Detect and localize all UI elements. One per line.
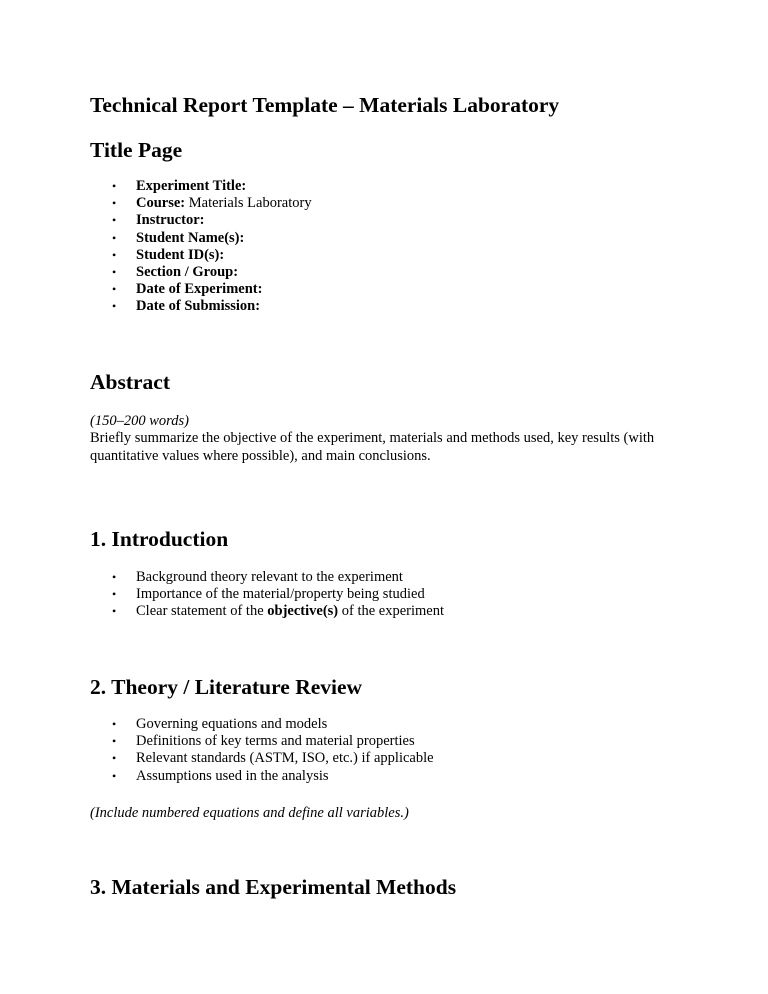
list-item [90,768,434,785]
introduction-heading: 1. Introduction [90,527,229,551]
bullet-icon: • [112,282,117,297]
list-item [90,264,312,281]
field-label: Student Name(s): [136,229,245,246]
objective-emphasis: objective(s) [267,603,339,620]
list-item-text: Importance of the material/property being studied [136,586,425,603]
list-item-text: Governing equations and models [136,716,328,732]
bullet-icon: • [112,230,117,245]
list-item [90,586,444,603]
list-item [90,569,444,586]
list-item [90,603,444,620]
bullet-icon: • [112,604,117,619]
introduction-list [90,569,444,621]
bullet-icon: • [112,768,117,783]
list-item-text: Relevant standards (ASTM, ISO, etc.) if applicable [136,750,434,767]
list-item [90,195,312,212]
theory-equations-note: (Include numbered equations and define all variables.) [90,805,409,821]
methods-heading: 3. Materials and Experimental Methods [90,875,457,899]
bullet-icon: • [112,179,117,193]
document-title: Technical Report Template – Materials Laboratory [90,93,560,117]
bullet-icon: • [112,213,117,228]
field-label: Experiment Title: [136,178,247,194]
list-item [90,230,312,247]
bullet-icon: • [112,751,117,766]
theory-list [90,716,434,785]
list-item [90,298,312,315]
abstract-heading: Abstract [90,370,171,394]
field-value: Materials Laboratory [185,195,312,212]
bullet-icon: • [112,570,117,584]
list-item-text: Definitions of key terms and material properties [136,733,415,750]
bullet-icon: • [112,717,117,731]
bullet-icon: • [112,734,117,749]
list-item [90,716,434,733]
list-item [90,178,312,195]
list-item [90,247,312,264]
theory-heading: 2. Theory / Literature Review [90,675,363,699]
field-label: Section / Group: [136,264,239,281]
field-label: Course: [136,195,186,212]
abstract-text: Briefly summarize the objective of the experiment, materials and methods used, key results (with quantitative values where possible), and main conclusions. [90,430,655,464]
bullet-icon: • [112,196,117,211]
bullet-icon: • [112,587,117,602]
list-item [90,733,434,750]
field-label: Instructor: [136,212,205,229]
list-item-text: Background theory relevant to the experiment [136,569,403,585]
field-label: Student ID(s): [136,246,225,263]
list-item [90,750,434,767]
list-item [90,212,312,229]
list-item-text: Assumptions used in the analysis [136,767,329,784]
field-label: Date of Experiment: [136,281,263,298]
field-label: Date of Submission: [136,298,261,315]
title-page-fields [90,178,312,316]
bullet-icon: • [112,265,117,280]
bullet-icon: • [112,247,117,262]
abstract-word-count-note: (150–200 words) [90,413,189,429]
list-item-text-suffix: of the experiment [338,603,445,620]
list-item [90,281,312,298]
bullet-icon: • [112,299,117,314]
title-page-heading: Title Page [90,138,183,162]
list-item-text: Clear statement of the [136,603,268,620]
